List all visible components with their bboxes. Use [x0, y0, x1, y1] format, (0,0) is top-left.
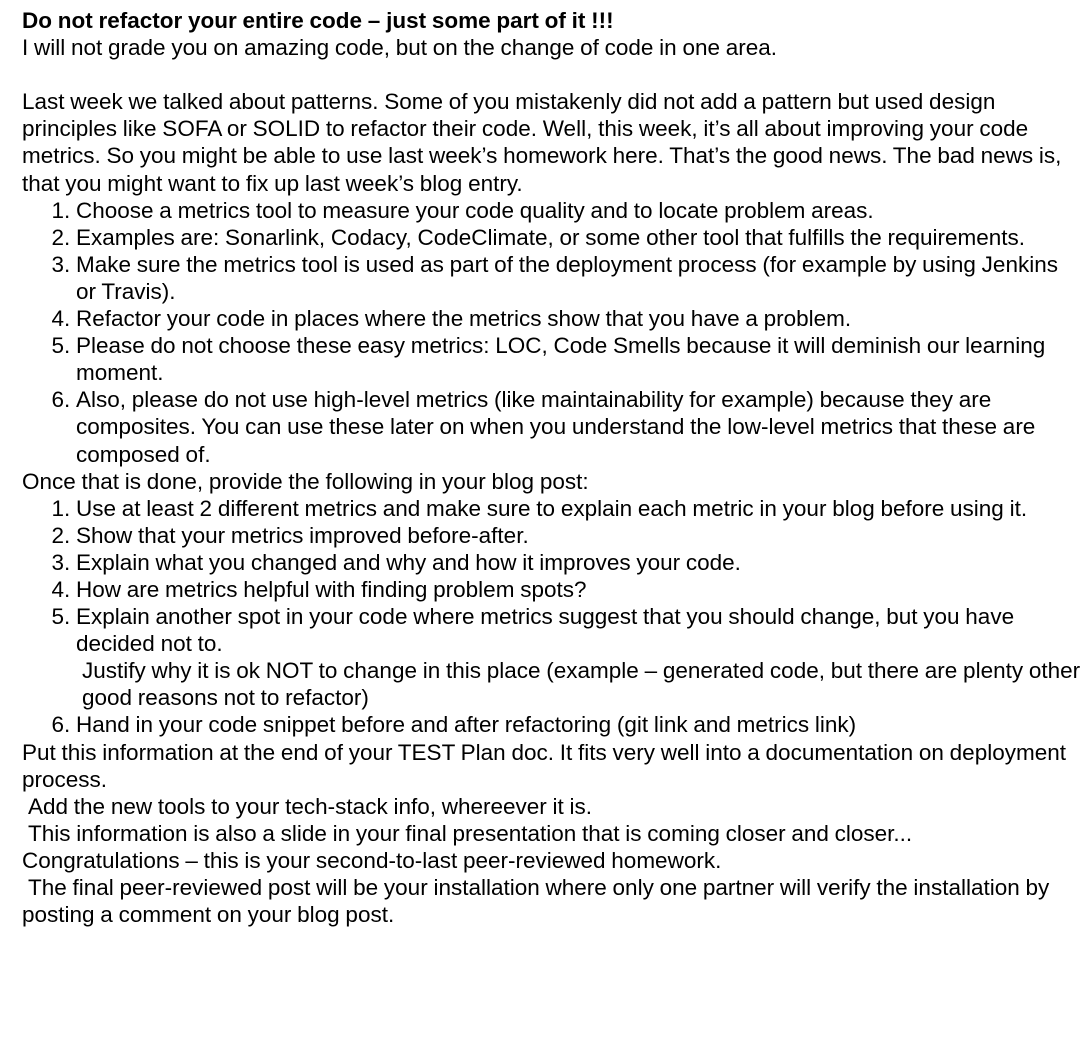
intro-paragraph: I will not grade you on amazing code, but on the change of code in one area.: [22, 35, 778, 61]
list-item: [76, 711, 1082, 738]
list-item: [76, 603, 1082, 711]
final-post-paragraph: The final peer-reviewed post will be your installation where only one partner will verify the installation by posting a comment on your blog post.: [22, 875, 1050, 928]
blank-line: [22, 61, 1082, 88]
list-item-text: Use at least 2 different metrics and make sure to explain each metric in your blog before using it.: [76, 495, 1028, 521]
list-item-text: Explain what you changed and why and how it improves your code.: [76, 549, 741, 575]
document-body: [22, 7, 1082, 928]
list-item: [76, 522, 1082, 549]
list-item: 6. Also, please do not use high-level metrics (like maintainability for example) because they are composites. You can use these later on when you understand the low-level metrics that these are composed of.: [76, 386, 1082, 467]
presentation-paragraph: This information is also a slide in your final presentation that is coming closer and closer...: [28, 820, 913, 846]
list-item: [76, 549, 1082, 576]
list-item-text: Explain another spot in your code where metrics suggest that you should change, but you have decided not to.: [76, 604, 1015, 657]
list-item-text: How are metrics helpful with finding problem spots?: [76, 576, 587, 602]
list-item: 4. Refactor your code in places where the metrics show that you have a problem.: [76, 305, 1082, 332]
list-item-justification: Justify why it is ok NOT to change in this place (example – generated code, but there are plenty other good reasons not to refactor): [82, 658, 1081, 711]
list-item: [76, 495, 1082, 522]
list-item: 2. Examples are: Sonarlink, Codacy, CodeClimate, or some other tool that fulfills the requirements.: [76, 224, 1082, 251]
blog-post-requirements-list: [22, 495, 1082, 739]
patterns-paragraph: Last week we talked about patterns. Some of you mistakenly did not add a pattern but used design principles like SOFA or SOLID to refactor their code. Well, this week, it’s all about improving your code metrics. So you might be able to use last week’s homework here. That’s the good news. The bad news is, that you might want to fix up last week’s blog entry.: [22, 89, 1062, 196]
list-item-text: Hand in your code snippet before and after refactoring (git link and metrics link): [76, 712, 857, 738]
list-item: 1. Choose a metrics tool to measure your code quality and to locate problem areas.: [76, 197, 1082, 224]
list-item: [76, 576, 1082, 603]
test-plan-paragraph: Put this information at the end of your TEST Plan doc. It fits very well into a documentation on deployment process.: [22, 739, 1066, 792]
document-heading: Do not refactor your entire code – just some part of it !!!: [22, 8, 614, 33]
list-item-text: Show that your metrics improved before-after.: [76, 522, 529, 548]
list-item: 3. Make sure the metrics tool is used as part of the deployment process (for example by using Jenkins or Travis).: [76, 251, 1082, 305]
tech-stack-paragraph: Add the new tools to your tech-stack info, whereever it is.: [28, 793, 593, 819]
congratulations-paragraph: Congratulations – this is your second-to-last peer-reviewed homework.: [22, 847, 722, 873]
metrics-task-list: [22, 197, 1082, 468]
blog-intro-paragraph: Once that is done, provide the following in your blog post:: [22, 468, 589, 494]
list-item: 5. Please do not choose these easy metrics: LOC, Code Smells because it will deminish our learning moment.: [76, 332, 1082, 386]
